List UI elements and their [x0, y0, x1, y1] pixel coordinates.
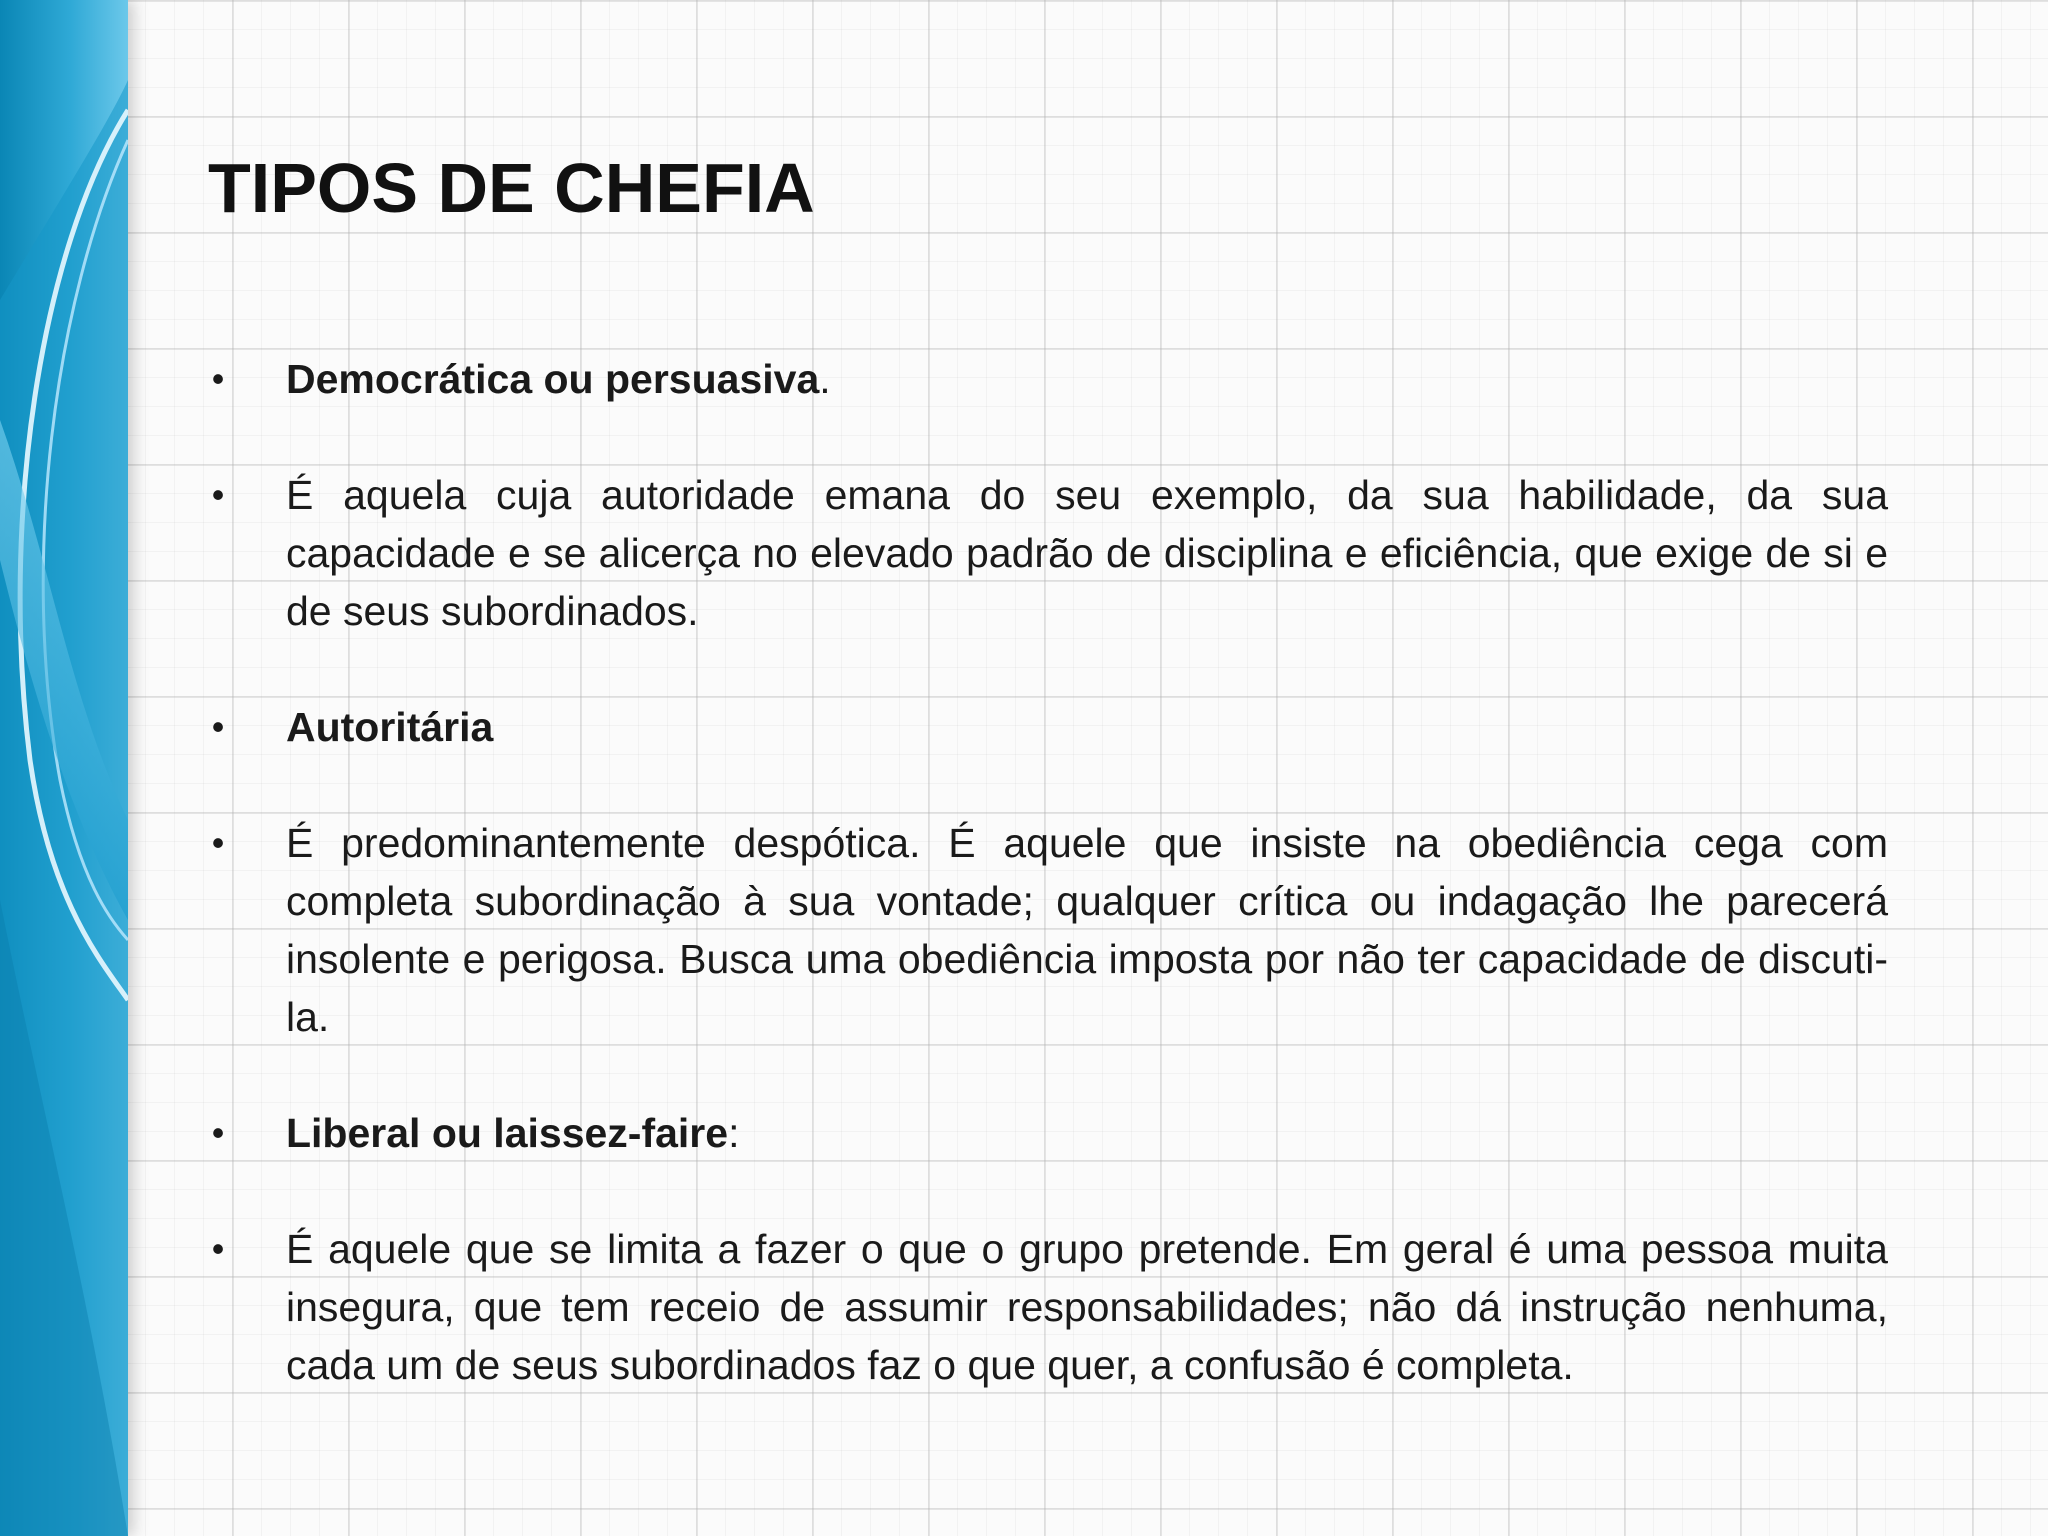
bullet-list [208, 350, 1888, 1394]
bullet-text: : [728, 1110, 740, 1156]
bullet-heading: Democrática ou persuasiva [286, 356, 820, 402]
bullet-dot: • [211, 822, 225, 863]
bullet-dot: • [211, 1228, 225, 1269]
bullet-dot: • [211, 474, 225, 515]
bullet-item-liberal [208, 1104, 1888, 1162]
bullet-text: É aquela cuja autoridade emana do seu exemplo, da sua habilidade, da sua capacidade e se alicerça no elevado padrão de disciplina e eficiência, que exige de si e de seus subordinados. [286, 472, 1888, 634]
bullet-text: . [819, 356, 831, 402]
side-band-graphic [0, 0, 128, 1536]
bullet-dot: • [211, 358, 225, 399]
bullet-item-autoritaria [208, 698, 1888, 756]
bullet-text: É aquele que se limita a fazer o que o grupo pretende. Em geral é uma pessoa muita insegura, que tem receio de assumir responsabilidades; não dá instrução nenhuma, cada um de seus subordinados faz o que quer, a confusão é completa. [286, 1226, 1888, 1388]
bullet-text: É predominantemente despótica. É aquele que insiste na obediência cega com completa subordinação à sua vontade; qualquer crítica ou indagação lhe parecerá insolente e perigosa. Busca uma obediência imposta por não ter capacidade de discuti-la. [286, 820, 1888, 1040]
bullet-heading: Autoritária [286, 704, 494, 750]
bullet-heading: Liberal ou laissez-faire [286, 1110, 729, 1156]
bullet-dot: • [211, 1112, 225, 1153]
bullet-item-autoritaria-description [208, 814, 1888, 1046]
bullet-item-democratica-description [208, 466, 1888, 640]
bullet-dot: • [211, 706, 225, 747]
bullet-item-democratica [208, 350, 1888, 408]
bullet-item-liberal-description [208, 1220, 1888, 1394]
slide-title: TIPOS DE CHEFIA [208, 149, 815, 227]
decorative-side-band [0, 0, 128, 1536]
